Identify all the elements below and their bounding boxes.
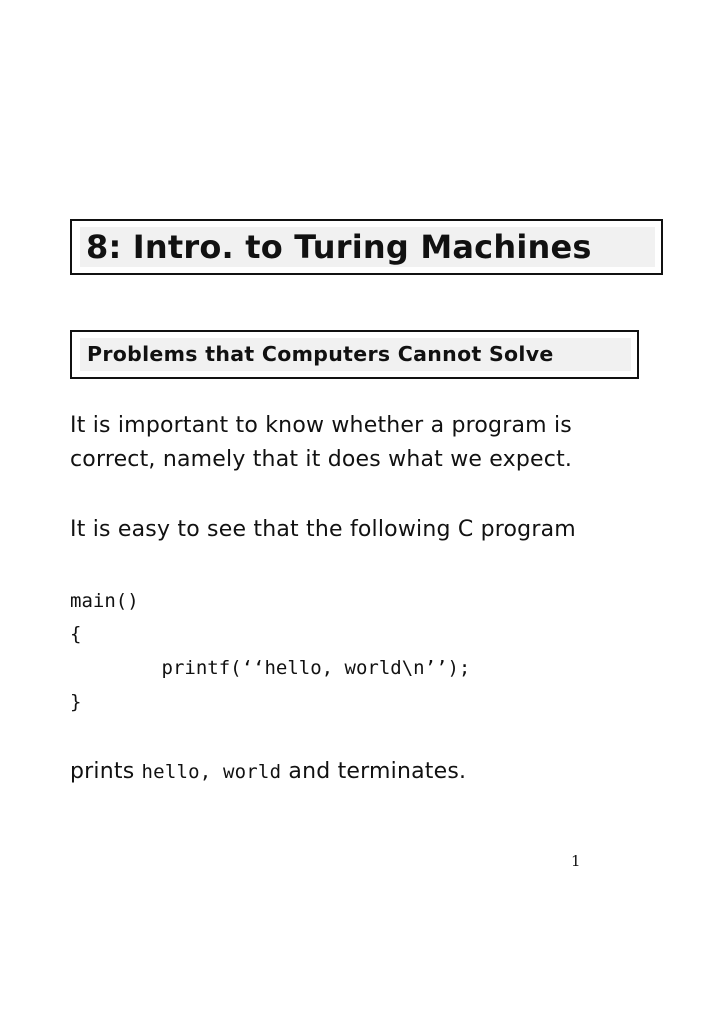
page-title: 8: Intro. to Turing Machines xyxy=(86,228,592,266)
code-line-4: } xyxy=(70,691,82,713)
subtitle-box xyxy=(70,330,639,379)
closing-suffix: and terminates. xyxy=(281,759,467,784)
code-line-3: printf(‘‘hello, world\n’’); xyxy=(70,657,471,679)
paragraph-1-line-2: correct, namely that it does what we expect. xyxy=(70,447,573,472)
page-number: 1 xyxy=(571,852,581,870)
code-line-2: { xyxy=(70,623,82,645)
title-box xyxy=(70,219,663,275)
closing-inline-code: hello, world xyxy=(141,761,282,783)
paragraph-1-line-1: It is important to know whether a program is xyxy=(70,413,572,438)
code-line-1: main() xyxy=(70,590,139,612)
closing-sentence xyxy=(70,755,466,789)
closing-prefix: prints xyxy=(70,759,142,784)
paragraph-2: It is easy to see that the following C program xyxy=(70,517,576,542)
section-subtitle: Problems that Computers Cannot Solve xyxy=(87,342,554,366)
